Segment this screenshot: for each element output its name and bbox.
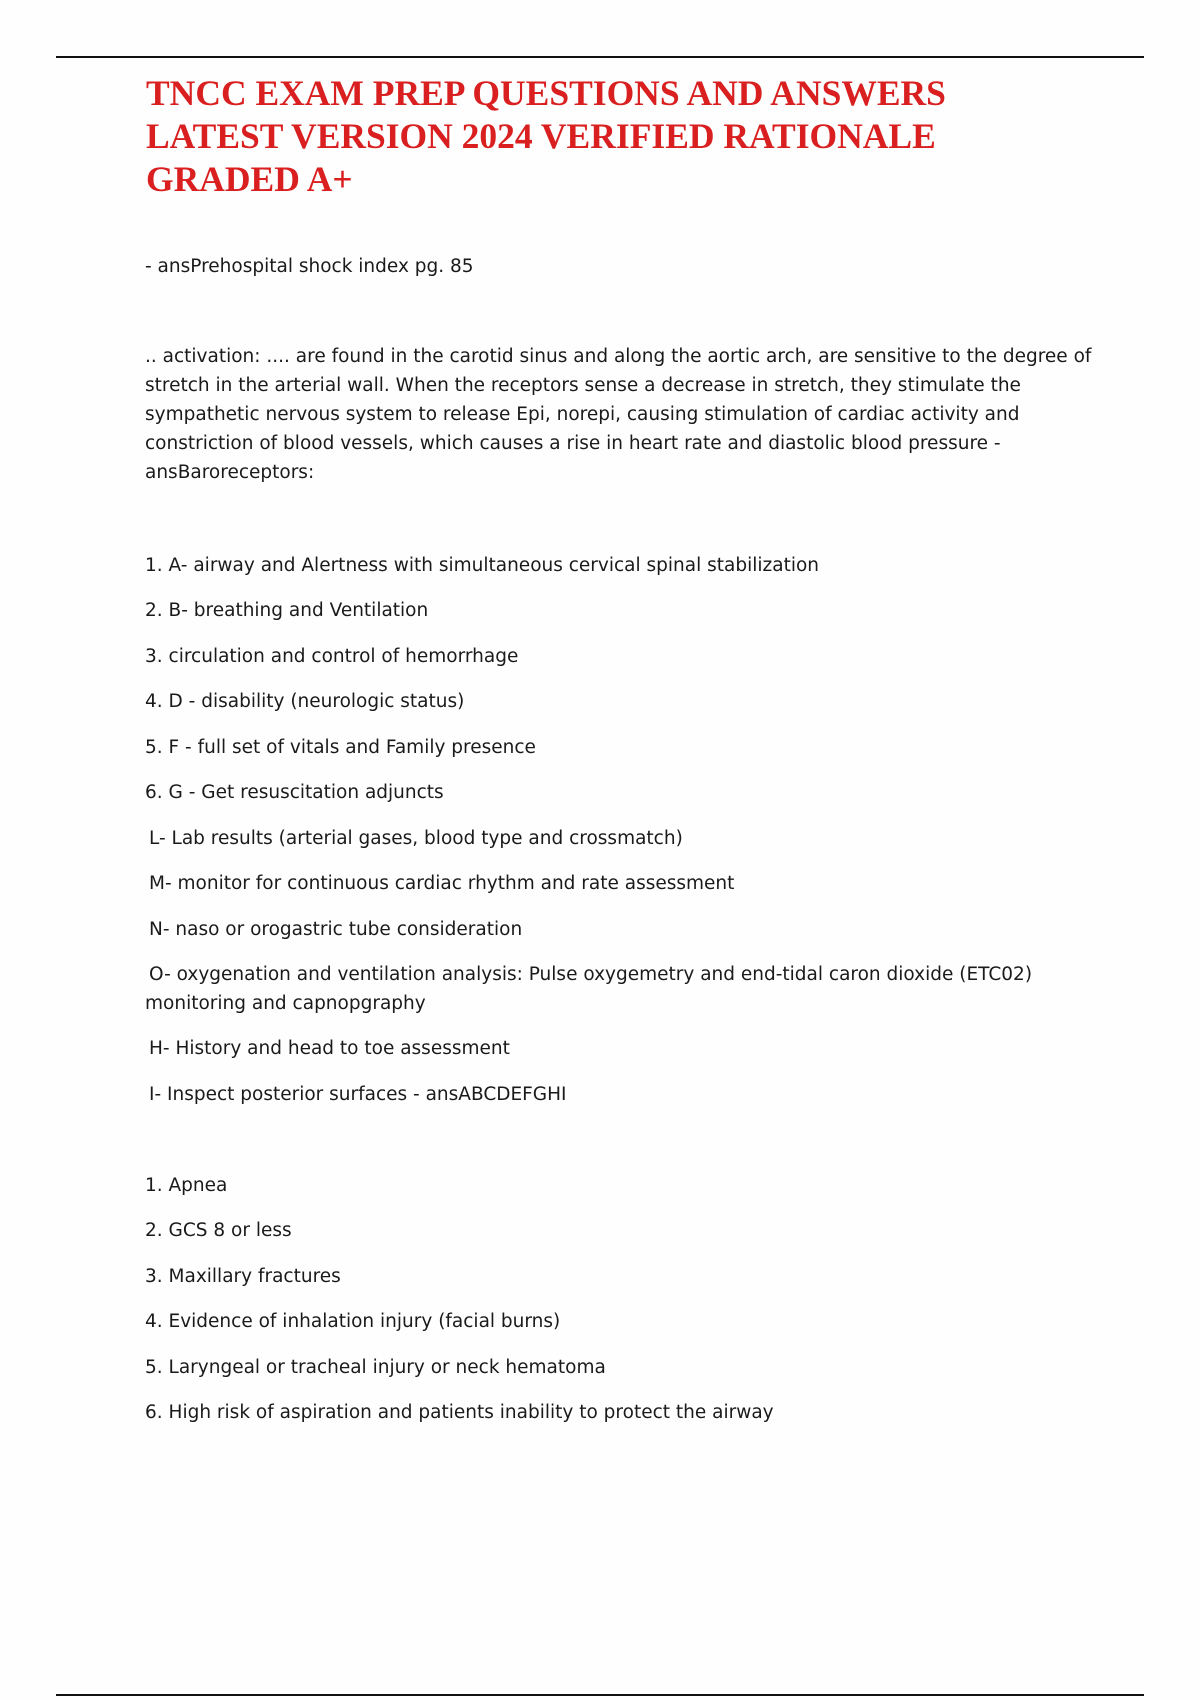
list-item: N- naso or orogastric tube consideration xyxy=(149,919,523,940)
list-item: M- monitor for continuous cardiac rhythm and rate assessment xyxy=(149,873,735,894)
list-item: O- oxygenation and ventilation analysis: Pulse oxygemetry and end-tidal caron dioxide (ETC02) xyxy=(149,964,1033,985)
list-item: 3. circulation and control of hemorrhage xyxy=(145,646,519,667)
list-item: 1. A- airway and Alertness with simultaneous cervical spinal stabilization xyxy=(145,555,820,576)
list-item-continuation: monitoring and capnopgraphy xyxy=(145,993,426,1014)
list-item: 1. Apnea xyxy=(145,1175,228,1196)
top-rule xyxy=(56,56,1144,58)
list-item: L- Lab results (arterial gases, blood type and crossmatch) xyxy=(149,828,683,849)
baroreceptor-paragraph xyxy=(145,342,1092,487)
bottom-rule xyxy=(56,1694,1144,1696)
title-line: TNCC EXAM PREP QUESTIONS AND ANSWERS xyxy=(146,73,946,113)
list-item: 4. Evidence of inhalation injury (facial burns) xyxy=(145,1311,561,1332)
list-item: 3. Maxillary fractures xyxy=(145,1266,341,1287)
paragraph-line: sympathetic nervous system to release Epi, norepi, causing stimulation of cardiac activity and xyxy=(145,404,1020,425)
shock-index-answer: - ansPrehospital shock index pg. 85 xyxy=(145,256,474,277)
list-item: 5. F - full set of vitals and Family presence xyxy=(145,737,536,758)
title-line: LATEST VERSION 2024 VERIFIED RATIONALE xyxy=(146,116,936,156)
list-item: 6. G - Get resuscitation adjuncts xyxy=(145,782,444,803)
list-item: 6. High risk of aspiration and patients inability to protect the airway xyxy=(145,1402,774,1423)
document-title xyxy=(146,72,1106,201)
list-item: I- Inspect posterior surfaces - ansABCDEFGHI xyxy=(149,1084,567,1105)
paragraph-line: constriction of blood vessels, which causes a rise in heart rate and diastolic blood pressure - xyxy=(145,433,1001,454)
paragraph-line: .. activation: .... are found in the carotid sinus and along the aortic arch, are sensitive to the degree of xyxy=(145,346,1092,367)
title-line: GRADED A+ xyxy=(146,159,353,199)
list-item: 2. B- breathing and Ventilation xyxy=(145,600,429,621)
paragraph-line: ansBaroreceptors: xyxy=(145,462,315,483)
list-item: H- History and head to toe assessment xyxy=(149,1038,510,1059)
list-item: 2. GCS 8 or less xyxy=(145,1220,292,1241)
paragraph-line: stretch in the arterial wall. When the receptors sense a decrease in stretch, they stimulate the xyxy=(145,375,1021,396)
list-item: 4. D - disability (neurologic status) xyxy=(145,691,465,712)
list-item: 5. Laryngeal or tracheal injury or neck hematoma xyxy=(145,1357,606,1378)
